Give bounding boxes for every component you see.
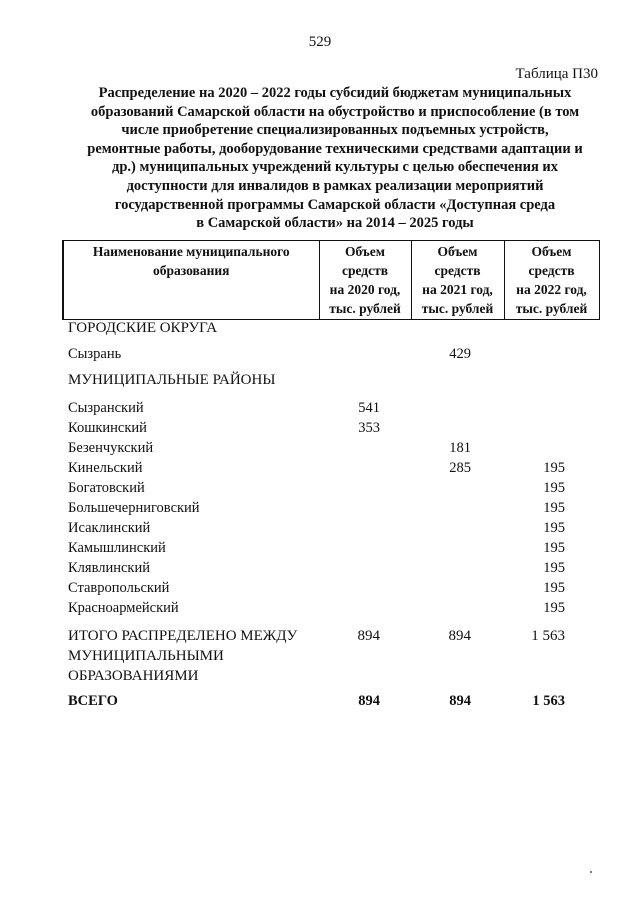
title-line: ремонтные работы, дооборудование техническими средствами адаптации и (87, 140, 583, 157)
title-line: числе приобретение специализированных подъемных устройств, (121, 122, 549, 139)
row-name: Богатовский (68, 480, 145, 496)
row-name: Ставропольский (68, 580, 170, 596)
value-2021: 894 (449, 693, 471, 709)
row-name: Клявлинский (68, 560, 150, 576)
row-name: Сызранский (68, 400, 144, 416)
total-label-line: МУНИЦИПАЛЬНЫМИ (68, 648, 224, 664)
value-2022: 195 (543, 560, 565, 576)
value-2021: 285 (449, 460, 471, 476)
value-2022: 195 (543, 580, 565, 596)
total-label-line: ОБРАЗОВАНИЯМИ (68, 668, 199, 684)
value-2020: 353 (358, 420, 380, 436)
value-2022: 195 (543, 460, 565, 476)
title-line: Распределение на 2020 – 2022 годы субсидий бюджетам муниципальных (98, 85, 572, 101)
total-distributed-label (68, 626, 297, 686)
value-2022: 195 (543, 600, 565, 616)
value-2021: 429 (449, 346, 471, 362)
grand-total-label: ВСЕГО (68, 693, 118, 709)
value-2022: 195 (543, 520, 565, 536)
row-name: Кошкинский (68, 420, 147, 436)
total-label-line: ИТОГО РАСПРЕДЕЛЕНО МЕЖДУ (68, 628, 298, 644)
title-line: государственной программы Самарской области «Доступная среда (114, 196, 556, 213)
value-2022: 1 563 (531, 628, 565, 644)
row-name: Исаклинский (68, 520, 151, 536)
title-line: доступности для инвалидов в рамках реализации мероприятий (126, 177, 544, 194)
row-name: Сызрань (68, 346, 122, 362)
header-2022: Объем средств на 2022 год, тыс. рублей (504, 241, 599, 320)
row-name: Камышлинский (68, 540, 166, 556)
value-2022: 1 563 (532, 693, 565, 709)
value-2020: 894 (357, 628, 380, 644)
value-2022: 195 (543, 540, 565, 556)
section-label: МУНИЦИПАЛЬНЫЕ РАЙОНЫ (68, 372, 276, 388)
page-number: 529 (308, 34, 332, 50)
row-name: Безенчукский (68, 440, 154, 456)
document-title (62, 84, 608, 233)
header-row (63, 241, 599, 320)
value-2020: 541 (358, 400, 380, 416)
value-2021: 894 (448, 628, 471, 644)
row-name: Большечерниговский (68, 500, 200, 516)
title-line: др.) муниципальных учреждений культуры с целью обеспечения их (111, 159, 559, 176)
row-name: Красноармейский (68, 600, 179, 616)
value-2021: 181 (449, 440, 471, 456)
header-2021: Объем средств на 2021 год, тыс. рублей (411, 241, 504, 320)
scan-speck (590, 871, 592, 873)
table-label: Таблица П30 (515, 66, 598, 82)
row-name: Кинельский (68, 460, 143, 476)
value-2022: 195 (543, 500, 565, 516)
value-2020: 894 (358, 693, 380, 709)
section-label: ГОРОДСКИЕ ОКРУГА (68, 320, 218, 336)
title-line: в Самарской области» на 2014 – 2025 годы (196, 215, 474, 232)
header-2020: Объем средств на 2020 год, тыс. рублей (319, 241, 411, 320)
value-2022: 195 (543, 480, 565, 496)
table-header (62, 240, 600, 320)
title-line: образований Самарской области на обустройство и приспособление (в том (90, 103, 580, 120)
header-name: Наименование муниципального образования (63, 241, 319, 320)
